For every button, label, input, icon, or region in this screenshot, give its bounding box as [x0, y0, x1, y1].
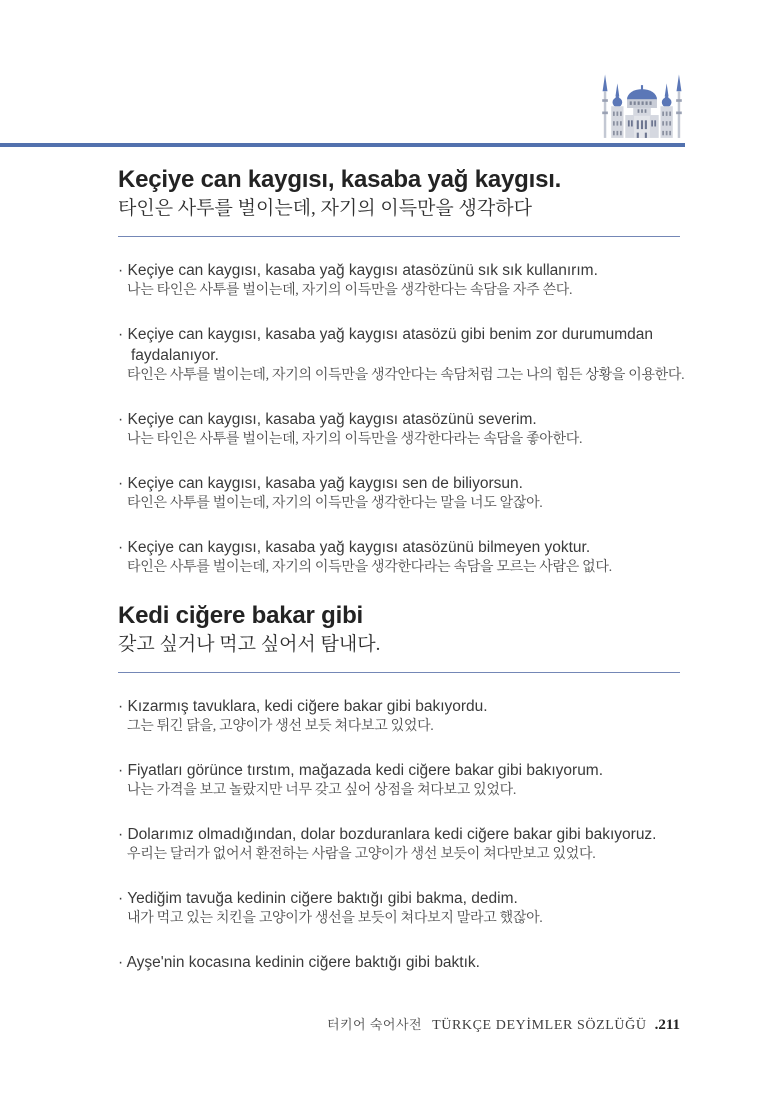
header-divider — [0, 143, 685, 147]
section-divider — [118, 236, 680, 237]
example-turkish: Dolarımız olmadığından, dolar bozduranlara kedi ciğere bakar gibi bakıyoruz. — [127, 826, 657, 843]
example-turkish: Keçiye can kaygısı, kasaba yağ kaygısı atasözü gibi benim zor durumumdan faydalanıyor. — [127, 326, 654, 364]
example-entry — [118, 473, 703, 513]
example-entry — [118, 760, 703, 800]
footer-book-title-korean: 터키어 숙어사전 — [326, 1017, 423, 1032]
bullet-icon: · — [118, 954, 124, 971]
example-entry — [118, 324, 703, 385]
example-korean: 내가 먹고 있는 치킨을 고양이가 생선을 보듯이 쳐다보지 말라고 했잖아. — [127, 911, 543, 926]
example-turkish: Fiyatları görünce tırstım, mağazada kedi ciğere bakar gibi bakıyorum. — [127, 762, 604, 779]
bullet-icon: · — [118, 539, 124, 556]
example-list — [118, 260, 703, 577]
example-korean: 나는 타인은 사투를 벌이는데, 자기의 이득만을 생각한다라는 속담을 좋아한다. — [127, 432, 583, 447]
idiom-subtitle-korean: 타인은 사투를 벌이는데, 자기의 이득만을 생각하다 — [118, 198, 532, 219]
example-entry — [118, 888, 703, 928]
example-entry — [118, 260, 703, 300]
idiom-section — [118, 601, 703, 973]
bullet-icon: · — [118, 262, 124, 279]
example-korean: 나는 가격을 보고 놀랐지만 너무 갖고 싶어 상점을 쳐다보고 있었다. — [127, 783, 517, 798]
example-turkish: Keçiye can kaygısı, kasaba yağ kaygısı atasözünü bilmeyen yoktur. — [127, 539, 591, 556]
idiom-section — [118, 165, 703, 577]
section-divider — [118, 672, 680, 673]
bullet-icon: · — [118, 762, 124, 779]
bullet-icon: · — [118, 326, 124, 343]
example-korean: 타인은 사투를 벌이는데, 자기의 이득만을 생각한다는 말을 너도 알잖아. — [127, 496, 543, 511]
example-entry — [118, 952, 703, 973]
example-turkish: Keçiye can kaygısı, kasaba yağ kaygısı sen de biliyorsun. — [127, 475, 523, 492]
page-content — [118, 165, 703, 997]
page-footer — [80, 1014, 680, 1034]
footer-book-title-turkish: TÜRKÇE DEYİMLER SÖZLÜĞÜ — [432, 1018, 647, 1033]
example-turkish: Yediğim tavuğa kedinin ciğere baktığı gibi bakma, dedim. — [127, 890, 518, 907]
example-korean: 타인은 사투를 벌이는데, 자기의 이득만을 생각한다라는 속담을 모르는 사람은 없다. — [127, 560, 612, 575]
example-turkish: Keçiye can kaygısı, kasaba yağ kaygısı atasözünü sık sık kullanırım. — [127, 262, 598, 279]
example-korean: 우리는 달러가 없어서 환전하는 사람을 고양이가 생선 보듯이 쳐다만보고 있었다. — [127, 847, 596, 862]
example-entry — [118, 409, 703, 449]
bullet-icon: · — [118, 475, 124, 492]
example-turkish: Kızarmış tavuklara, kedi ciğere bakar gibi bakıyordu. — [127, 698, 488, 715]
mosque-icon — [598, 72, 686, 144]
example-korean: 타인은 사투를 벌이는데, 자기의 이득만을 생각안다는 속담처럼 그는 나의 힘든 상황을 이용한다. — [127, 368, 685, 383]
example-list — [118, 696, 703, 973]
example-entry — [118, 696, 703, 736]
example-korean: 그는 튀긴 닭을, 고양이가 생선 보듯 쳐다보고 있었다. — [127, 719, 434, 734]
bullet-icon: · — [118, 411, 124, 428]
page-number: .211 — [654, 1017, 680, 1033]
example-turkish: Keçiye can kaygısı, kasaba yağ kaygısı atasözünü severim. — [127, 411, 537, 428]
example-entry — [118, 824, 703, 864]
idiom-title: Kedi ciğere bakar gibi — [118, 602, 364, 629]
example-korean: 나는 타인은 사투를 벌이는데, 자기의 이득만을 생각한다는 속담을 자주 쓴다. — [127, 283, 573, 298]
example-turkish: Ayşe'nin kocasına kedinin ciğere baktığı gibi baktık. — [126, 954, 480, 971]
idiom-subtitle-korean: 갖고 싶거나 먹고 싶어서 탐내다. — [118, 634, 381, 655]
bullet-icon: · — [118, 826, 124, 843]
example-entry — [118, 537, 703, 577]
idiom-title: Keçiye can kaygısı, kasaba yağ kaygısı. — [118, 166, 562, 193]
bullet-icon: · — [118, 890, 124, 907]
bullet-icon: · — [118, 698, 124, 715]
